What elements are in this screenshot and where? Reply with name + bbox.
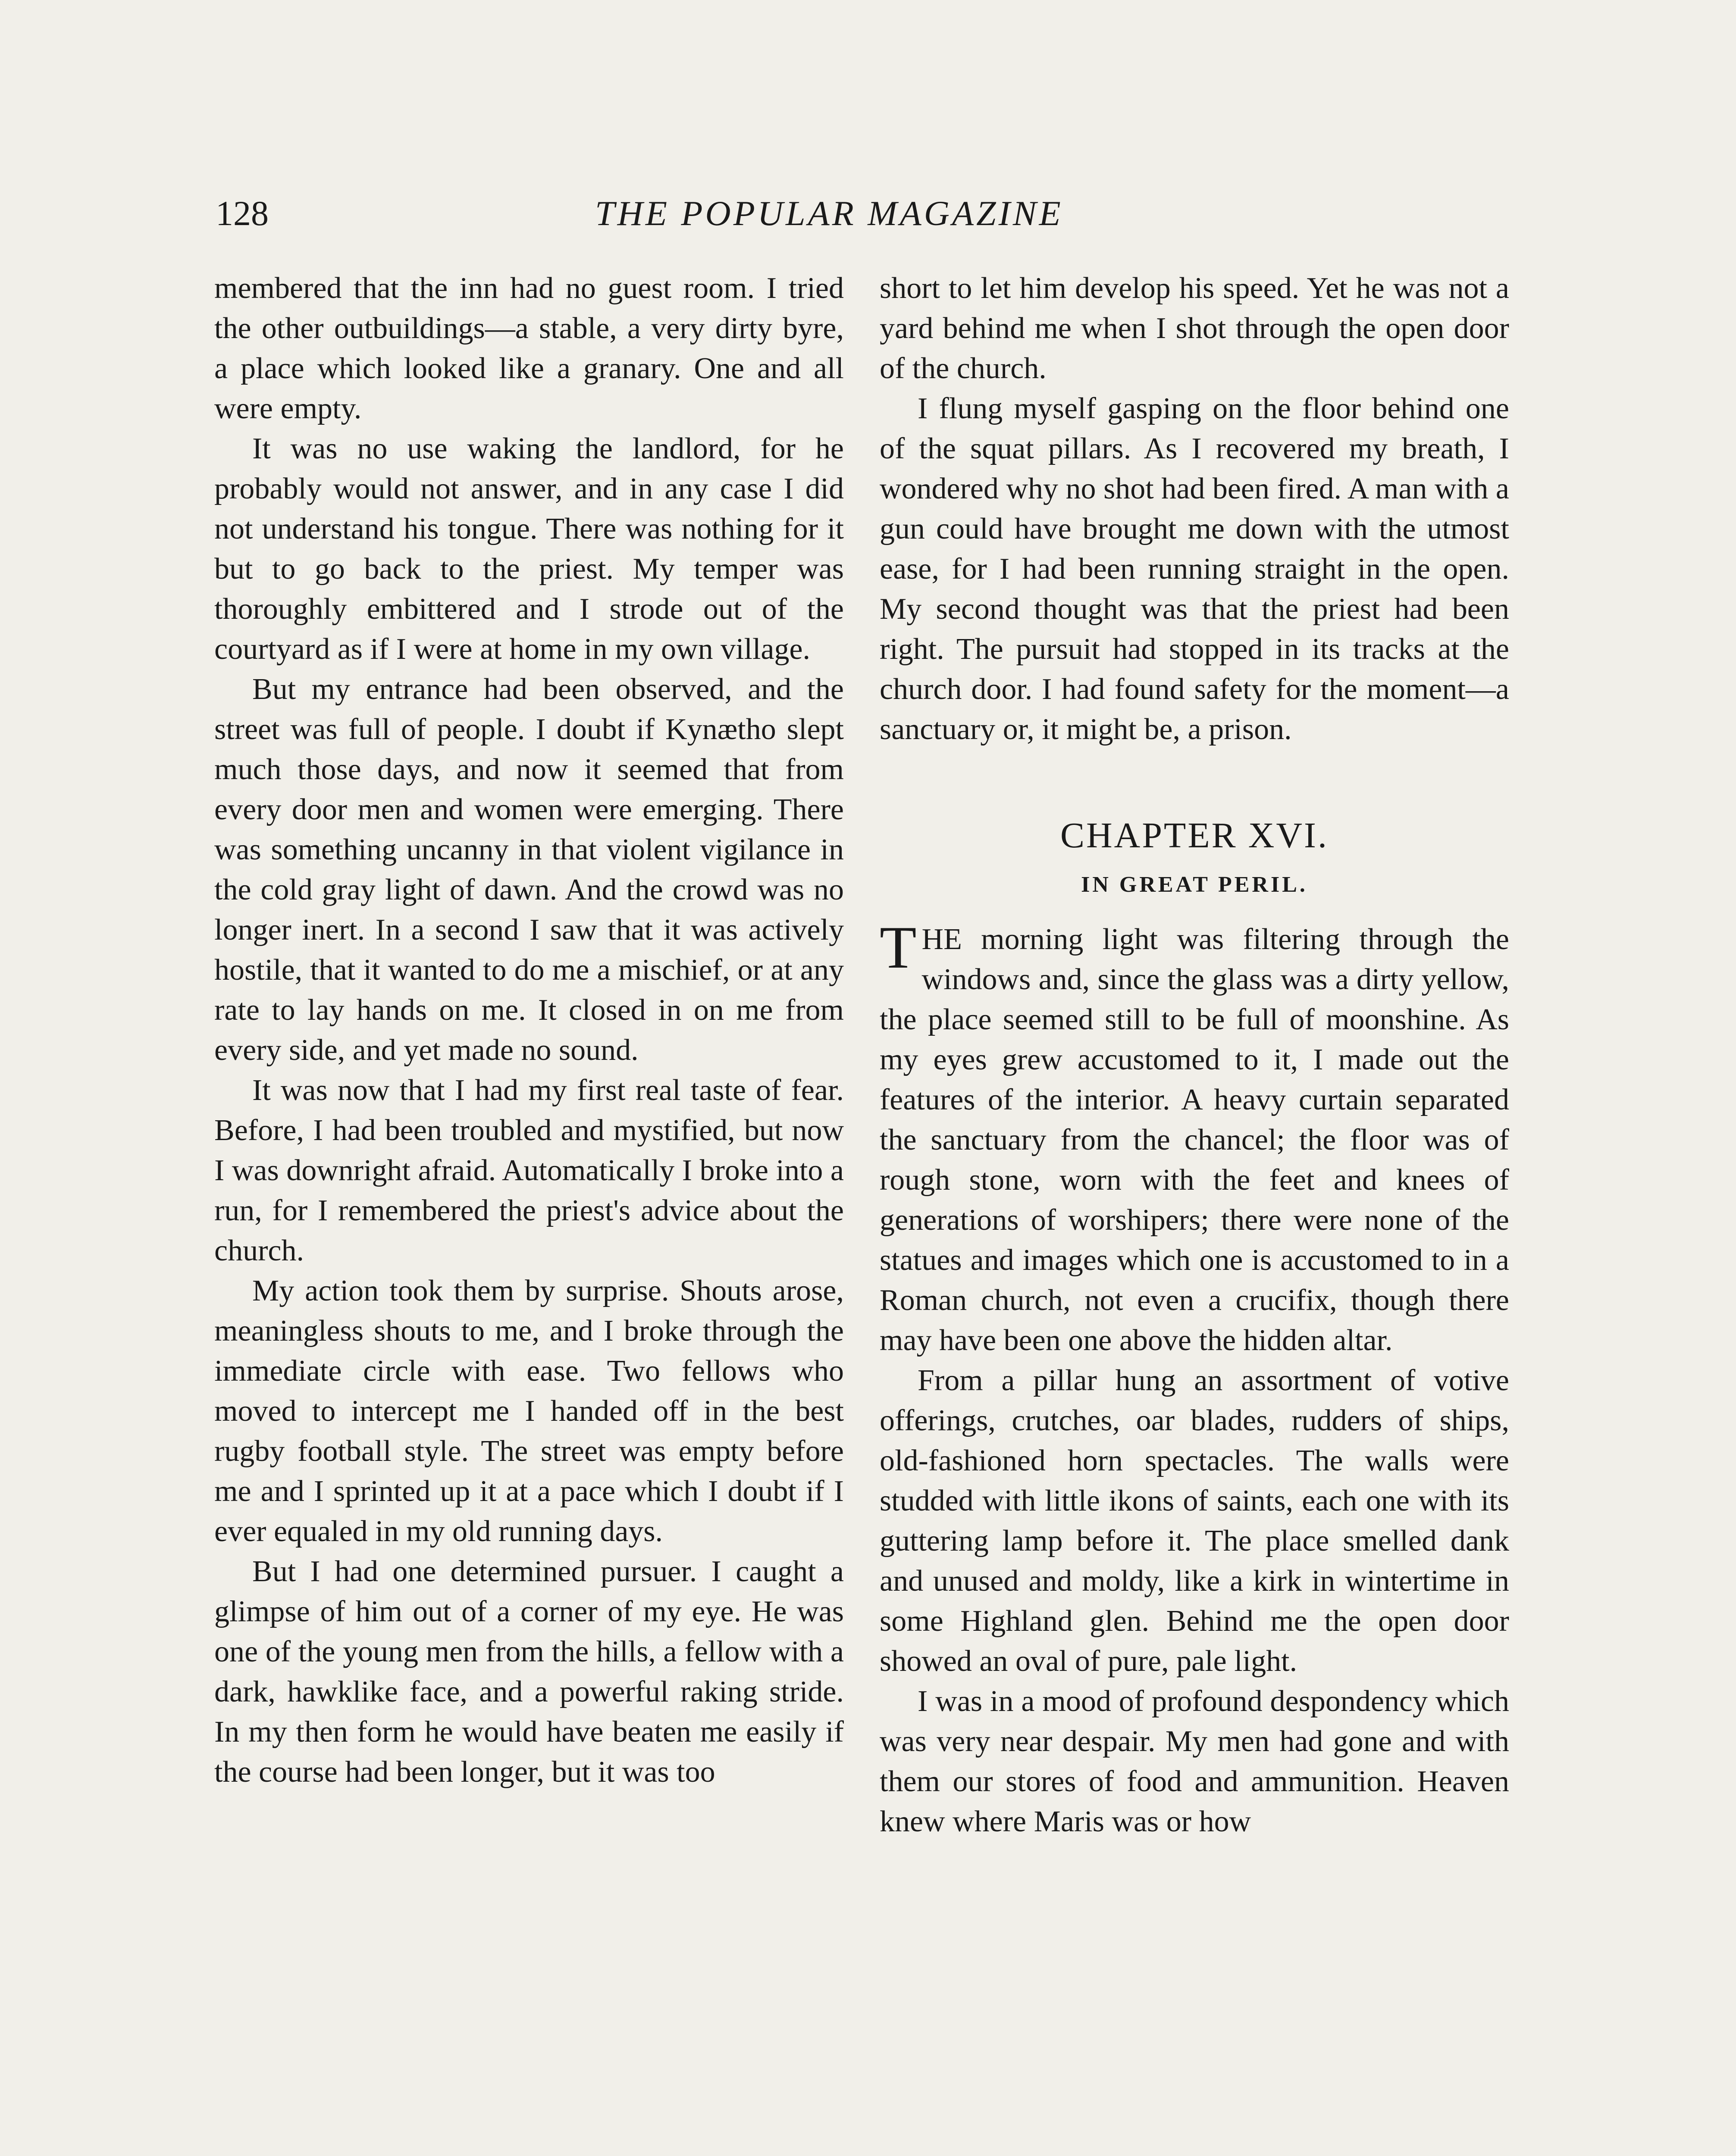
- page-header: [0, 190, 1736, 237]
- chapter-subtitle: IN GREAT PERIL.: [1081, 872, 1308, 897]
- paragraph: short to let him develop his speed. Yet he was not a yard behind me when I shot through the open door of the church.: [880, 272, 1509, 385]
- left-column: [214, 268, 844, 1792]
- paragraph: It was no use waking the landlord, for he probably would not answer, and in any case I did not understand his tongue. There was nothing for it but to go back to the priest. My temper was thoroughly embittered and I strode out of the courtyard as if I were at home in my own village.: [214, 432, 844, 666]
- paragraph: From a pillar hung an assortment of votive offerings, crutches, oar blades, rudders of ships, old-fashioned horn spectacles. The walls were studded with little ikons of saints, each one with its guttering lamp before it. The place smelled dank and unused and moldy, like a kirk in wintertime in some Highland glen. Behind me the open door showed an oval of pure, pale light.: [880, 1364, 1509, 1678]
- page-number: 128: [216, 194, 269, 233]
- drop-cap: T: [880, 914, 917, 981]
- running-title: THE POPULAR MAGAZINE: [595, 194, 1063, 233]
- opening-paragraph-text: HE morning light was filtering through the windows and, since the glass was a dirty yellow, the place seemed still to be full of moonshine. As my eyes grew accustomed to it, I made out the features of the interior. A heavy curtain separated the sanctuary from the chancel; the floor was of rough stone, worn with the feet and knees of generations of worshipers; there were none of the statues and images which one is accustomed to in a Roman church, not even a crucifix, though there may have been one above the hidden altar.: [880, 923, 1509, 1357]
- paragraph: My action took them by surprise. Shouts arose, meaningless shouts to me, and I broke through the immediate circle with ease. Two fellows who moved to intercept me I handed off in the best rugby football style. The street was empty before me and I sprinted up it at a pace which I doubt if I ever equaled in my old running days.: [214, 1274, 844, 1548]
- chapter-heading: CHAPTER XVI.: [1060, 815, 1329, 856]
- paragraph: It was now that I had my first real taste of fear. Before, I had been troubled and mystified, but now I was downright afraid. Automatically I broke into a run, for I remembered the priest's advice about the church.: [214, 1074, 844, 1267]
- right-column: [880, 268, 1509, 1842]
- paragraph: membered that the inn had no guest room. I tried the other outbuildings—a stable, a very dirty byre, a place which looked like a granary. One and all were empty.: [214, 272, 844, 425]
- paragraph: I flung myself gasping on the floor behind one of the squat pillars. As I recovered my breath, I wondered why no shot had been fired. A man with a gun could have brought me down with the utmost ease, for I had been running straight in the open. My second thought was that the priest had been right. The pursuit had stopped in its tracks at the church door. I had found safety for the moment—a sanctuary or, it might be, a prison.: [880, 392, 1509, 746]
- chapter-opening-paragraph: [880, 914, 1509, 1360]
- paragraph: I was in a mood of profound despondency which was very near despair. My men had gone and with them our stores of food and ammunition. Heaven knew where Maris was or how: [880, 1685, 1509, 1838]
- paragraph: But I had one determined pursuer. I caught a glimpse of him out of a corner of my eye. He was one of the young men from the hills, a fellow with a dark, hawklike face, and a powerful raking stride. In my then form he would have beaten me easily if the course had been longer, but it was too: [214, 1555, 844, 1789]
- paragraph: But my entrance had been observed, and the street was full of people. I doubt if Kynætho slept much those days, and now it seemed that from every door men and women were emerging. There was something uncanny in that violent vigilance in the cold gray light of dawn. And the crowd was no longer inert. In a second I saw that it was actively hostile, that it wanted to do me a mischief, or at any rate to lay hands on me. It closed in on me from every side, and yet made no sound.: [214, 673, 844, 1067]
